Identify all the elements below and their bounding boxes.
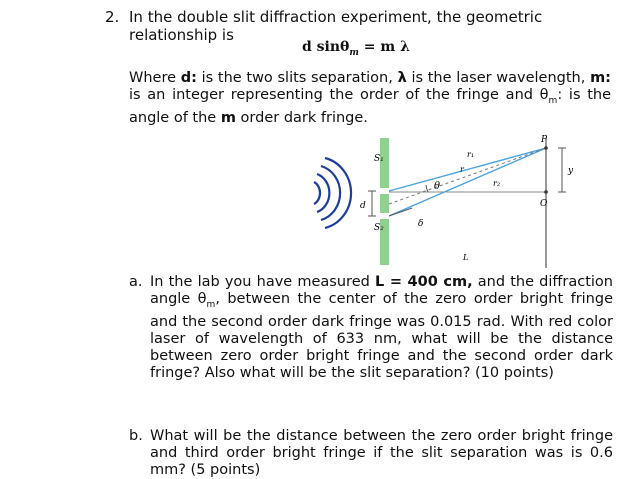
- point-p: [544, 146, 548, 150]
- label-d: d: [360, 201, 366, 211]
- label-s2: S₂: [374, 223, 384, 233]
- wave-arc-2: [317, 174, 329, 212]
- label-theta: θ: [434, 181, 441, 192]
- label-o: O: [540, 199, 548, 209]
- delta-segment: [389, 208, 412, 216]
- label-y: y: [568, 166, 574, 176]
- wave-arc-3: [321, 166, 340, 220]
- m-bold: m: [220, 109, 236, 126]
- question-number: 2.: [105, 8, 120, 26]
- formula: [302, 39, 410, 58]
- theta-symbol: θ: [539, 87, 549, 103]
- m-label: m:: [590, 70, 611, 86]
- theta-arc: [426, 185, 428, 192]
- lambda-symbol: λ: [397, 70, 407, 86]
- part-a-text: [150, 274, 613, 382]
- theta-text: : is the angle of the: [129, 87, 612, 126]
- part-a-theta: θ: [197, 291, 207, 307]
- label-delta: δ: [418, 219, 424, 229]
- label-r: r: [460, 165, 464, 174]
- part-a-text-3: , between the center of the zero order bright fringe and the second order dark fringe was 0.015 rad. With red color laser of wavelength of 633 nm, what will be the distance between zero order bright fringe and the second order dark fringe? Also what will be the slit separation? (10 points): [150, 291, 614, 381]
- part-a-L-value: L = 400 cm,: [374, 274, 473, 290]
- definitions-paragraph: [129, 70, 611, 127]
- m-text: is an integer representing the order of the fringe and: [129, 87, 540, 103]
- label-p: P: [541, 135, 548, 145]
- part-a-theta-sub: m: [206, 299, 216, 310]
- definitions-tail: order dark fringe.: [235, 109, 368, 126]
- lambda-text: is the laser wavelength,: [406, 70, 591, 86]
- part-a-label: a.: [129, 274, 143, 290]
- formula-lhs: d sinθ: [302, 39, 350, 55]
- part-a-text-2: and the diffraction angle: [150, 274, 613, 307]
- wave-arc-1: [314, 182, 320, 204]
- double-slit-diagram: [300, 128, 600, 270]
- theta-subscript: m: [548, 95, 558, 106]
- formula-rhs: = m λ: [363, 39, 410, 55]
- part-b-text: What will be the distance between the zero order bright fringe and third order bright fringe if the slit separation was is 0.6 mm? (5 points): [150, 428, 613, 478]
- label-s1: S₁: [374, 154, 384, 164]
- question-title: In the double slit diffraction experiment, the geometric relationship is: [129, 8, 543, 44]
- definitions-prefix: Where: [129, 70, 177, 86]
- label-r1: r₁: [467, 150, 475, 159]
- barrier-middle: [380, 194, 389, 213]
- wavefront-arcs: [314, 158, 351, 228]
- d-label: d:: [180, 70, 197, 86]
- part-b-label: b.: [129, 428, 143, 444]
- formula-subscript: m: [349, 47, 359, 58]
- d-text: is the two slits separation,: [196, 70, 398, 86]
- point-o: [544, 190, 548, 194]
- label-L: L: [463, 253, 469, 262]
- label-r2: r₂: [493, 179, 501, 188]
- part-a-text-1: In the lab you have measured: [150, 274, 375, 290]
